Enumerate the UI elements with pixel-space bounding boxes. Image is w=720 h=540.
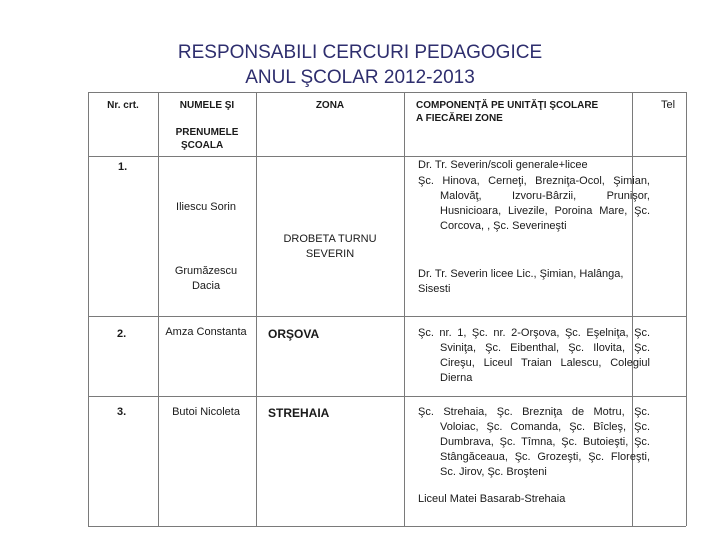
- row-3-componenta-2: Liceul Matei Basarab-Strehaia: [418, 493, 566, 505]
- row-1-nr: 1.: [118, 161, 128, 173]
- header-prenume: PRENUMELE: [175, 127, 239, 138]
- row-3-person: Butoi Nicoleta: [172, 406, 240, 418]
- header-nume: NUMELE ŞI: [179, 100, 235, 111]
- row-1-componenta-1: Dr. Tr. Severin/scoli generale+licee: [418, 159, 588, 171]
- row-1-zona: DROBETA TURNU SEVERIN: [283, 233, 377, 260]
- row-1-componenta-2: Şc. Hinova, Cerneţi, Brezniţa-Ocol, Şimian, Malovăţ, Izvoru-Bârzii, Prunişor, Husnicioara, Livezile, Poroina Mare, Şc. Corcova, , Şc. Severineşti: [418, 175, 650, 232]
- row-2-person: Amza Constanta: [165, 326, 247, 338]
- row-2-zona: ORŞOVA: [268, 327, 320, 341]
- header-scoala: ŞCOALA: [181, 140, 224, 151]
- row-3-zona: STREHAIA: [268, 406, 330, 420]
- row-1-person-1: Iliescu Sorin: [176, 201, 236, 213]
- row-3-componenta-1: Şc. Strehaia, Şc. Brezniţa de Motru, Şc. Voloiac, Şc. Comanda, Şc. Bîcleş, Şc. Dumbrava, Şc. Tîmna, Şc. Butoieşti, Şc. Stângăceaua, Şc. Grozeşti, Şc. Floreşti, Sc. Jirov, Şc. Broşteni: [418, 406, 650, 478]
- title-line-2: ANUL ŞCOLAR 2012-2013: [245, 67, 475, 88]
- header-nr: Nr. crt.: [107, 100, 139, 111]
- header-componenta: COMPONENŢĂ PE UNITĂŢI ŞCOLARE A FIECĂREI ZONE: [416, 100, 599, 124]
- title-line-1: RESPONSABILI CERCURI PEDAGOGICE: [177, 42, 543, 63]
- header-zona: ZONA: [315, 100, 345, 111]
- row-2-nr: 2.: [117, 328, 127, 340]
- row-1-componenta-3: Dr. Tr. Severin licee Lic., Şimian, Halânga, Sisesti: [418, 268, 624, 295]
- row-1-person-2: Grumăzescu Dacia: [174, 265, 238, 292]
- row-3-nr: 3.: [117, 406, 127, 418]
- header-tel: Tel: [660, 99, 676, 111]
- row-2-componenta: Şc. nr. 1, Şc. nr. 2-Orşova, Şc. Eşelniţa, Şc. Sviniţa, Şc. Eibenthal, Şc. Ilovita, Şc. Cireşu, Liceul Traian Lalescu, Colegiul Dierna: [418, 327, 650, 384]
